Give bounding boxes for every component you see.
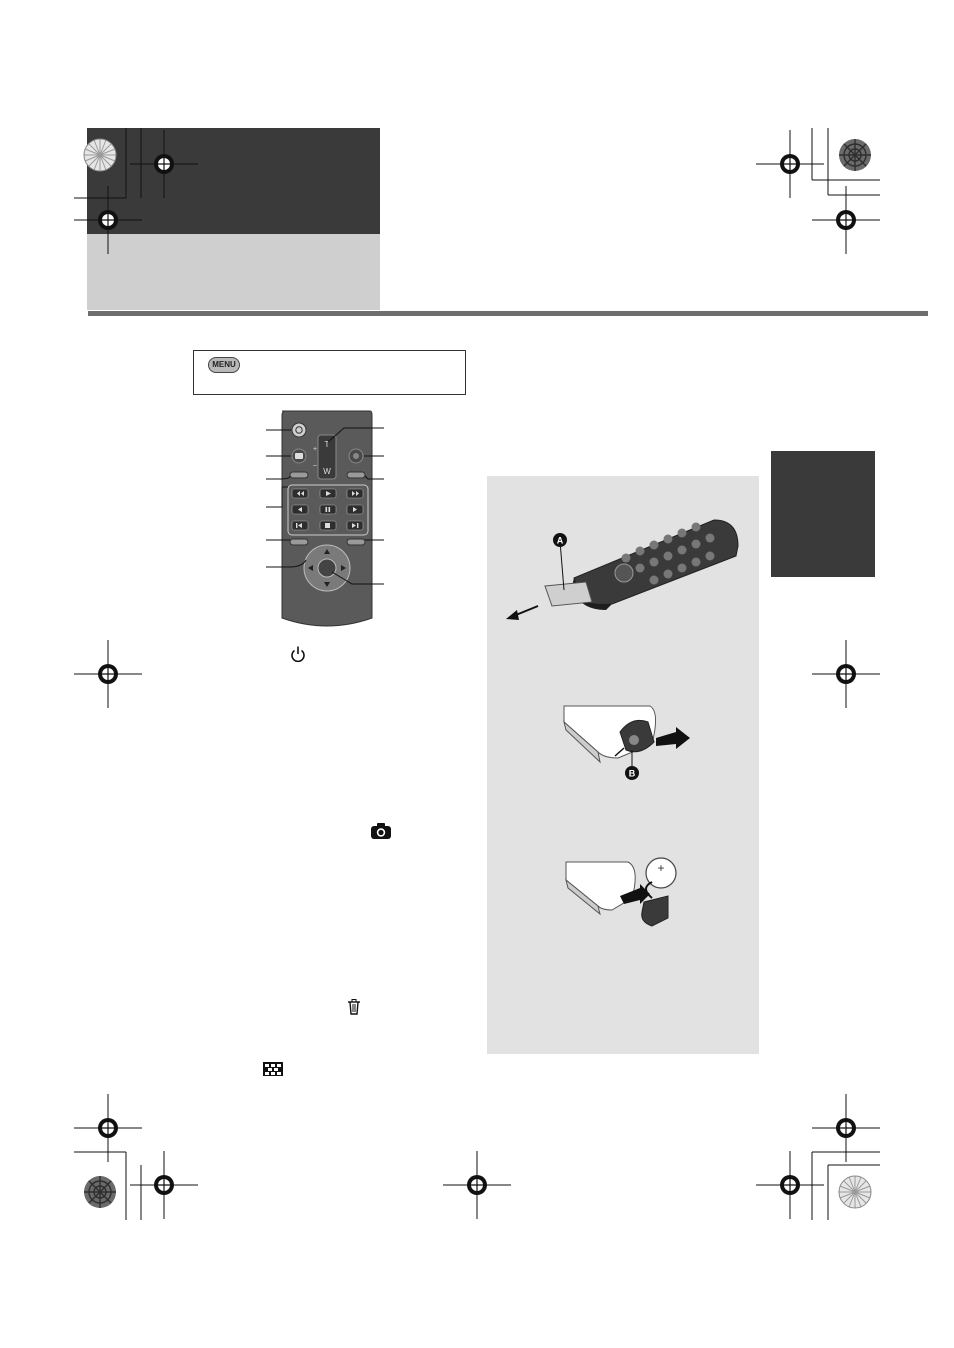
thumbnail-grid-icon <box>263 1062 283 1076</box>
registration-mark <box>130 1151 198 1219</box>
callout-a: A <box>556 535 564 546</box>
registration-mark <box>812 640 880 708</box>
registration-mark <box>74 186 142 254</box>
color-target-top-left <box>84 139 116 171</box>
zoom-w-label: W <box>323 467 331 476</box>
power-icon <box>290 645 306 663</box>
registration-mark <box>756 1151 824 1219</box>
color-target-bottom-left <box>84 1176 116 1208</box>
registration-mark <box>130 130 198 198</box>
battery-insertion-illustration <box>566 858 676 926</box>
battery-holder-release-illustration <box>564 706 690 780</box>
color-target-bottom-right <box>839 1176 871 1208</box>
callout-b: B <box>628 768 636 779</box>
registration-mark <box>443 1151 511 1219</box>
remote-with-insulation-sheet-illustration <box>506 520 738 620</box>
color-target-top-right <box>839 139 871 171</box>
zoom-minus-label: – <box>313 462 317 469</box>
registration-mark <box>74 640 142 708</box>
remote-control-diagram <box>266 411 384 626</box>
battery-polarity-label: + <box>657 861 665 875</box>
camera-icon <box>370 822 392 840</box>
registration-mark <box>812 186 880 254</box>
menu-button-icon: MENU <box>208 357 240 373</box>
zoom-plus-label: + <box>312 446 318 453</box>
registration-mark <box>756 130 824 198</box>
trash-icon <box>347 999 361 1015</box>
zoom-t-label: T <box>324 440 330 449</box>
